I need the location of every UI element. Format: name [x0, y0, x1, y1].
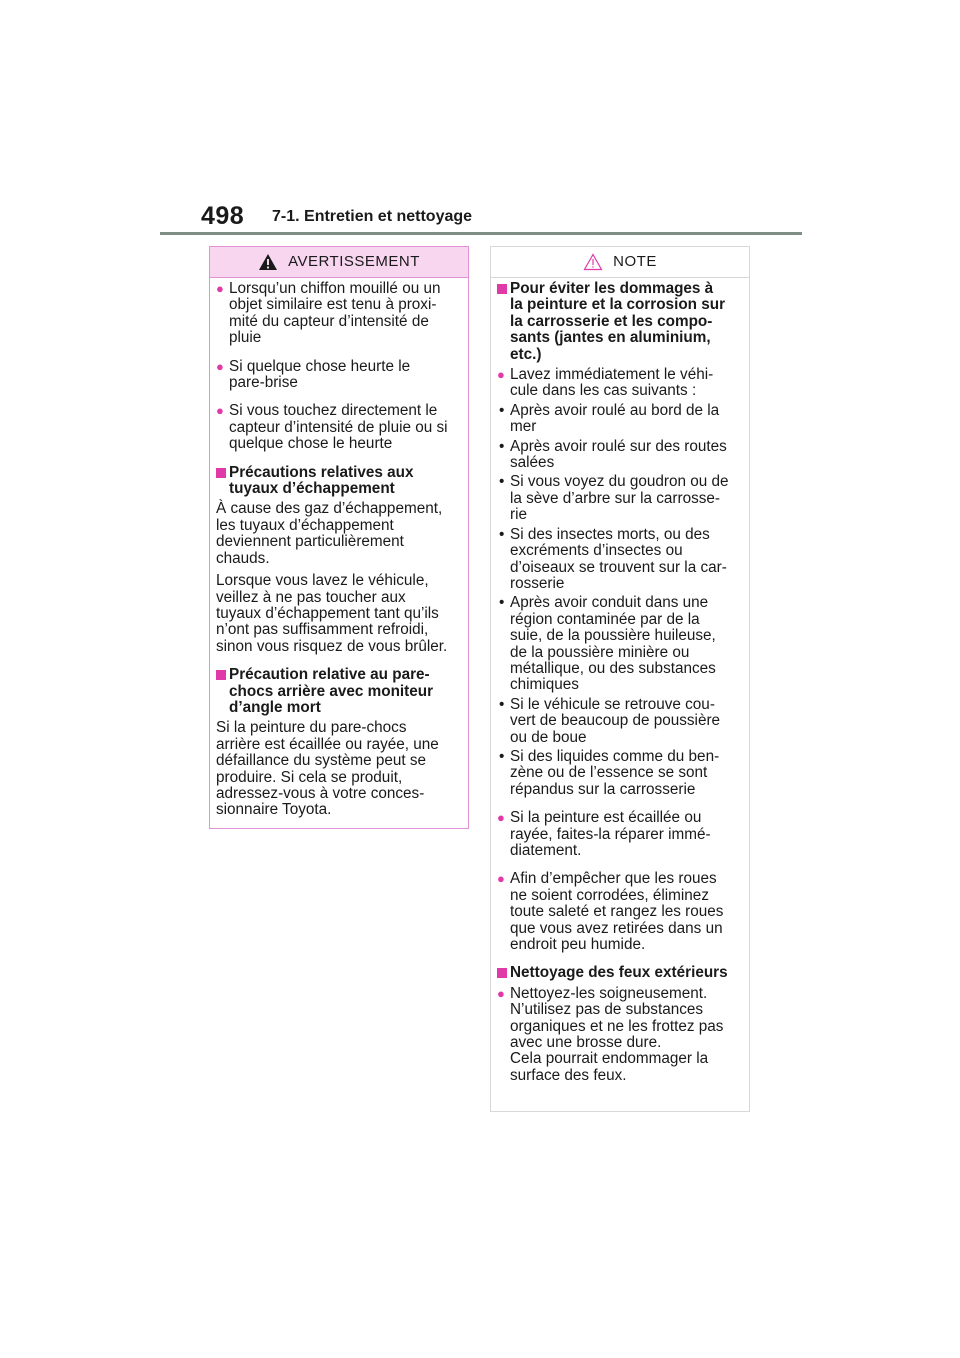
- text-line: deviennent particulièrement: [216, 533, 404, 551]
- note-title: NOTE: [613, 252, 657, 270]
- header-rule: [160, 232, 802, 235]
- text-line: Nettoyage des feux extérieurs: [510, 964, 728, 982]
- subsection-heading: [216, 667, 462, 716]
- bullet-item: [497, 986, 743, 1084]
- text-line: défaillance du système peut se: [216, 752, 427, 770]
- text-line: salées: [510, 454, 555, 472]
- page-number: 498: [201, 202, 245, 230]
- dash-list-item: [497, 697, 743, 746]
- text-line: etc.): [510, 345, 542, 363]
- text-line: rie: [510, 506, 527, 524]
- text-line: Si vous touchez directement le: [229, 402, 438, 420]
- text-line: N’utilisez pas de substances: [510, 1001, 704, 1019]
- text-line: Après avoir roulé sur des routes: [510, 437, 727, 455]
- text-line: Si quelque chose heurte le: [229, 357, 411, 375]
- dash-bullet-icon: •: [499, 525, 505, 543]
- square-bullet-icon: [497, 968, 507, 978]
- paragraph: [216, 501, 462, 567]
- text-line: chimiques: [510, 676, 579, 694]
- dash-bullet-icon: •: [499, 594, 505, 612]
- dash-bullet-icon: •: [499, 695, 505, 713]
- text-line: produire. Si cela se produit,: [216, 768, 403, 786]
- dash-list-item: [497, 474, 743, 523]
- bullet-dot-icon: ●: [216, 281, 224, 296]
- text-line: Après avoir conduit dans une: [510, 594, 709, 612]
- text-line: ne soient corrodées, éliminez: [510, 886, 709, 904]
- text-line: veillez à ne pas toucher aux: [216, 588, 406, 606]
- paragraph: [216, 573, 462, 655]
- bullet-item: [216, 281, 462, 347]
- dash-list-item: [497, 403, 743, 436]
- bullet-item: [216, 403, 462, 452]
- warning-box: [209, 246, 469, 829]
- paragraph: [216, 720, 462, 818]
- text-line: la peinture et la corrosion sur: [510, 296, 726, 314]
- dash-list-item: [497, 527, 743, 593]
- text-line: suie, de la poussière huileuse,: [510, 627, 716, 645]
- text-line: objet similaire est tenu à proxi-: [229, 296, 437, 314]
- text-line: Après avoir roulé au bord de la: [510, 401, 720, 419]
- bullet-item: [497, 367, 743, 400]
- text-line: pluie: [229, 329, 262, 347]
- text-line: cule dans les cas suivants :: [510, 382, 697, 400]
- text-line: zène ou de l’essence se sont: [510, 764, 708, 782]
- text-line: Si des liquides comme du ben-: [510, 747, 720, 765]
- dash-list-item: [497, 749, 743, 798]
- section-title: 7-1. Entretien et nettoyage: [272, 208, 473, 225]
- caution-triangle-icon: [583, 253, 603, 271]
- text-line: n’ont pas suffisamment refroidi,: [216, 621, 429, 639]
- text-line: d’angle mort: [229, 698, 321, 716]
- note-header: [491, 247, 749, 278]
- text-line: de la poussière minière ou: [510, 643, 690, 661]
- note-body: [491, 278, 749, 1084]
- text-line: Lorsque vous lavez le véhicule,: [216, 572, 429, 590]
- text-line: Si la peinture est écaillée ou: [510, 809, 702, 827]
- bullet-dot-icon: ●: [497, 871, 505, 887]
- text-line: Pour éviter les dommages à: [510, 280, 714, 297]
- warning-header: [210, 247, 468, 278]
- text-line: répandus sur la carrosserie: [510, 780, 696, 798]
- bullet-dot-icon: ●: [497, 985, 505, 1001]
- bullet-item: [216, 359, 462, 392]
- dash-bullet-icon: •: [499, 401, 505, 419]
- text-line: Nettoyez-les soigneusement.: [510, 984, 708, 1002]
- text-line: organiques et ne les frottez pas: [510, 1017, 724, 1035]
- bullet-dot-icon: ●: [497, 810, 505, 826]
- text-line: avec une brosse dure.: [510, 1034, 662, 1052]
- dash-list-item: [497, 439, 743, 472]
- text-line: adressez-vous à votre conces-: [216, 784, 425, 802]
- text-line: Si la peinture du pare-chocs: [216, 719, 407, 737]
- square-bullet-icon: [216, 468, 226, 478]
- text-line: vert de beaucoup de poussière: [510, 712, 721, 730]
- text-line: la carrosserie et les compo-: [510, 312, 713, 330]
- bullet-dot-icon: ●: [216, 403, 224, 419]
- text-line: mer: [510, 418, 537, 436]
- text-line: Lavez immédiatement le véhi-: [510, 366, 714, 384]
- text-line: Si le véhicule se retrouve cou-: [510, 695, 715, 713]
- text-line: toute saleté et rangez les roues: [510, 903, 724, 921]
- square-bullet-icon: [497, 284, 507, 294]
- dash-list-item: [497, 595, 743, 693]
- text-line: arrière est écaillée ou rayée, une: [216, 735, 439, 753]
- text-line: endroit peu humide.: [510, 936, 646, 954]
- text-line: surface des feux.: [510, 1066, 627, 1084]
- text-line: mité du capteur d’intensité de: [229, 312, 429, 330]
- text-line: diatement.: [510, 842, 582, 859]
- text-line: métallique, ou des substances: [510, 659, 716, 677]
- text-line: chocs arrière avec moniteur: [229, 682, 434, 700]
- text-line: À cause des gaz d’échappement,: [216, 500, 443, 518]
- text-line: Afin d’empêcher que les roues: [510, 870, 717, 888]
- text-line: que vous avez retirées dans un: [510, 919, 723, 937]
- bullet-dot-icon: ●: [216, 358, 224, 374]
- dash-bullet-icon: •: [499, 747, 505, 765]
- text-line: sinon vous risquez de vous brûler.: [216, 637, 448, 655]
- text-line: d’oiseaux se trouvent sur la car-: [510, 558, 727, 576]
- square-bullet-icon: [216, 670, 226, 680]
- text-line: sionnaire Toyota.: [216, 801, 332, 819]
- bullet-item: [497, 871, 743, 953]
- text-line: capteur d’intensité de pluie ou si: [229, 418, 448, 436]
- text-line: Si des insectes morts, ou des: [510, 525, 710, 543]
- bullet-item: [497, 810, 743, 859]
- text-line: rosserie: [510, 574, 565, 592]
- subsection-heading: [216, 465, 462, 498]
- dash-list: [497, 403, 743, 798]
- text-line: Cela pourrait endommager la: [510, 1050, 709, 1068]
- text-line: tuyaux d’échappement: [229, 480, 395, 498]
- text-line: ou de boue: [510, 728, 587, 746]
- dash-bullet-icon: •: [499, 473, 505, 491]
- text-line: pare-brise: [229, 374, 298, 392]
- warning-body: [210, 278, 468, 819]
- text-line: Lorsqu’un chiffon mouillé ou un: [229, 280, 441, 297]
- bullet-dot-icon: ●: [497, 367, 505, 383]
- text-line: chauds.: [216, 549, 270, 567]
- dash-bullet-icon: •: [499, 437, 505, 455]
- text-line: Précaution relative au pare-: [229, 666, 430, 684]
- text-line: région contaminée par de la: [510, 610, 700, 628]
- subsection-heading: [497, 965, 743, 981]
- text-line: Si vous voyez du goudron ou de: [510, 473, 729, 491]
- text-line: quelque chose le heurte: [229, 435, 393, 453]
- warning-triangle-icon: [258, 253, 278, 271]
- subsection-heading: [497, 281, 743, 363]
- text-line: la sève d’arbre sur la carrosse-: [510, 489, 720, 507]
- text-line: les tuyaux d’échappement: [216, 516, 394, 534]
- text-line: excréments d’insectes ou: [510, 542, 683, 560]
- text-line: Précautions relatives aux: [229, 463, 414, 481]
- text-line: rayée, faites-la réparer immé-: [510, 825, 711, 843]
- text-line: tuyaux d’échappement tant qu’ils: [216, 604, 439, 622]
- text-line: sants (jantes en aluminium,: [510, 329, 711, 347]
- warning-title: AVERTISSEMENT: [288, 252, 420, 270]
- note-box: [490, 246, 750, 1112]
